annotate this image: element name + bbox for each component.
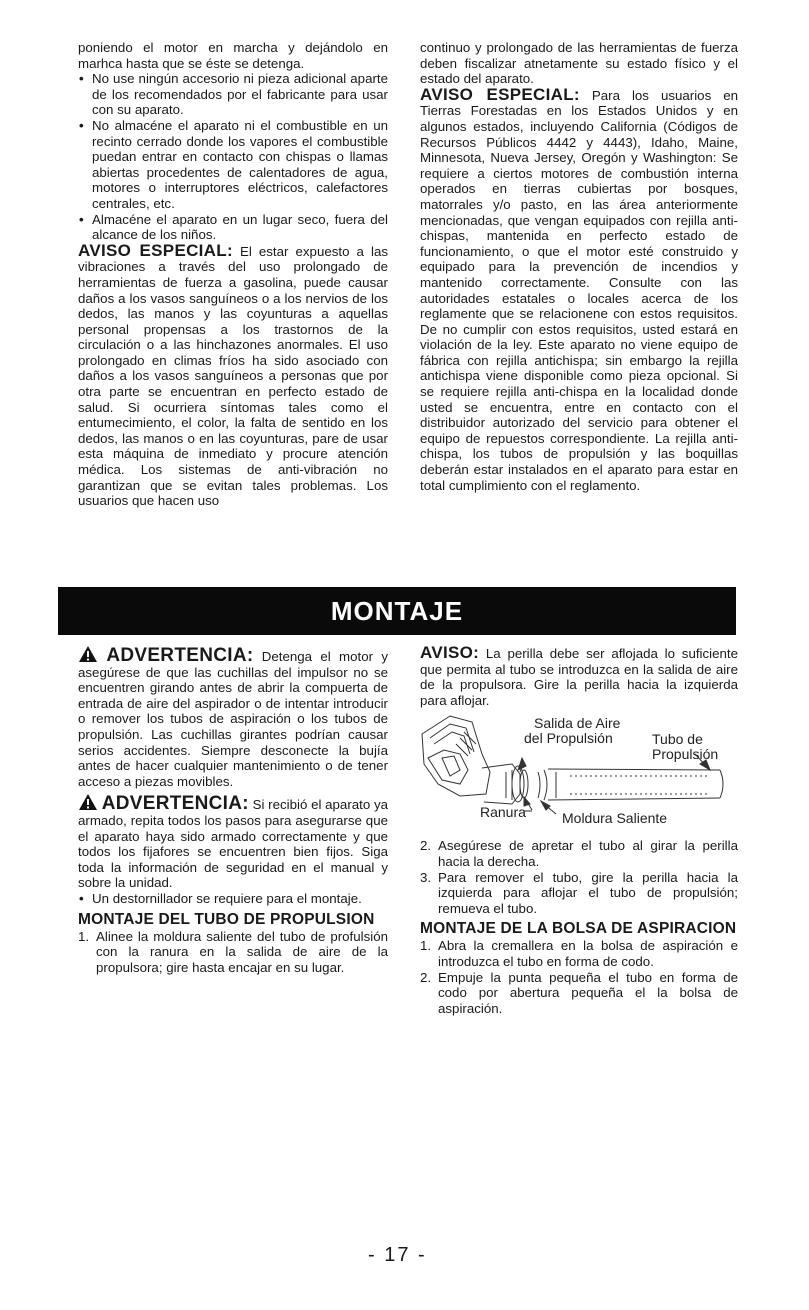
outlet-label-line2: del Propulsión — [524, 730, 613, 747]
vibration-notice — [78, 240, 388, 509]
bottom-left-column — [78, 645, 388, 975]
step-number: 1. — [420, 938, 432, 954]
assembly-steps — [78, 929, 388, 976]
warning-label: ADVERTENCIA: — [106, 645, 254, 666]
step-text: Alinee la moldura saliente del tubo de profulsión con la ranura en la salida de aire de la propulsora; gire hasta encajar en su lugar. — [96, 928, 388, 975]
list-item — [420, 938, 738, 969]
continued-paragraph: continuo y prolongado de las herramientas de fuerza deben fiscalizar atnetamente su estado físico y el estado del aparato. — [420, 40, 738, 87]
list-item: • Almacéne el aparato en un lugar seco, fuera del alcance de los niños. — [92, 212, 388, 243]
notice-paragraph — [420, 645, 738, 708]
list-item — [420, 869, 738, 917]
section-banner: MONTAJE — [58, 587, 736, 635]
warning-paragraph — [78, 793, 388, 891]
step-number: 3. — [420, 869, 432, 885]
special-notice-text: Para los usuarios en Tierras Forestadas en los Estados Unidos y en algunos estados, incluyendo California (Códigos de Recursos Públicos 4442 y 4443), Idaho, Maine, Minnesota, Nueva Jersey, Oregón y Washington: Se requiere a ciertos motores de combustión interna operados en tierras cubiertas por bosques, matorrales y/o pasto, en las área anteriormente mencionadas, que vengan equipados con rejilla anti-chispas, mantenida en perfecto estado de funcionamiento, o que el motor esté construido y equipado para la prevención de incendios y mantenido correctamente. Consulte con las autoridades estatales o locales acerca de los reglamente que se relacionene con estos requisitos. De no cumplir con estos requisitos, usted estará en violación de la ley. Este aparato no viene equipo de fábrica con rejilla antichispa; sin embargo la rejilla antichispa viene disponible como pieza opcional. Si se requiere rejilla anti-chispa en la localidad donde usted se encuentra, entre en contacto con el distribuidor autorizado del servicio para obtener el equipo de repuestos correspondiente. La rejilla anti-chispa, los tubos de propulsión y las boquillas deberán estar instalados en el aparato para estar en total cumplimiento con el reglamento. — [420, 87, 739, 493]
step-text: Para remover el tubo, gire la perilla hacia la izquierda para aflojar el tubo de propulsión; remueva el tubo. — [438, 869, 738, 916]
safety-bullet-list — [78, 71, 388, 243]
outlet-label-line1: Salida de Aire — [534, 715, 621, 732]
step-number: 2. — [420, 838, 432, 854]
tube-steps — [420, 838, 738, 916]
tube-assembly-diagram — [420, 714, 738, 834]
list-item: • No almacéne el aparato ni el combustible en un recinto cerrado donde los vapores el combustible puedan entrar en contacto con chispas o llamas abiertas procedentes de calentadores de agua, motores o interruptores eléctricos, calefactores centrales, etc. — [92, 118, 388, 212]
ridge-label: Moldura Saliente — [562, 810, 668, 827]
tool-bullet-list — [78, 891, 388, 907]
list-item: • No use ningún accesorio ni pieza adicional aparte de los recomendados por el fabricante para usar con su aparato. — [92, 71, 388, 118]
warning-text: Si recibió el aparato ya armado, repita todos los pasos para asegurarse que el aparato haya sido armado correctamente y que todos los fijafores se encuentren bien fijos. Siga toda la información de seguridad en el manual y sobre la unidad. — [78, 797, 389, 891]
step-text: Empuje la punta pequeña el tubo en forma de codo por abertura pequeña el la bolsa de aspiración. — [438, 969, 738, 1016]
step-text: Abra la cremallera en la bolsa de aspiración e introduzca el tubo en forma de codo. — [438, 938, 738, 969]
bottom-right-column — [420, 645, 738, 1016]
list-item — [78, 928, 388, 976]
special-notice-label: AVISO ESPECIAL: — [420, 84, 580, 104]
top-right-column — [420, 40, 738, 493]
tube-label-line2: Propulsión — [652, 746, 719, 763]
warning-paragraph — [78, 645, 388, 789]
step-text: Asegúrese de apretar el tubo al girar la perilla hacia la derecha. — [438, 838, 738, 869]
list-item: • Un destornillador se requiere para el montaje. — [92, 891, 388, 907]
list-item — [420, 969, 738, 1017]
warning-text: Detenga el motor y asegúrese de que las cuchillas del impulsor no se encuentren girando antes de abrir la compuerta de entrada de aire del aspirador o de intentar introducir o remover los tubos de aspiración o los tubos de propulsión. Las cuchillas girantes podrían causar serios accidentes. Siempre desconecte la bujía antes de hacer cualquier mantenimiento o de tener acceso a piezas movibles. — [78, 649, 388, 789]
notice-text: La perilla debe ser aflojada lo suficiente que permita al tubo se introduzca en la salida de aire de la propulsora. Gire la perilla hacia la izquierda para aflojar. — [420, 646, 738, 708]
section-heading: MONTAJE DE LA BOLSA DE ASPIRACION — [420, 920, 737, 938]
special-notice-label: AVISO ESPECIAL: — [78, 240, 233, 260]
slot-label: Ranura — [480, 804, 526, 821]
notice-label: AVISO: — [420, 643, 480, 662]
list-item — [420, 838, 738, 869]
continued-paragraph: poniendo el motor en marcha y dejándolo en marhca hasta que se éste se detenga. — [78, 40, 388, 71]
special-notice-text: El estar expuesto a las vibraciones a través del uso prolongado de herramientas de fuerza a gasolina, puede causar daños a los vasos sanguíneos o a los nervios de los dedos, las manos y las coyunturas a aquellas personal propensas a los trastornos de la circulación o a las hinchazones anormales. El uso prolongado en climas fríos ha sido asociado con daños a los vasos sanguíneos a personas que por otra parte se encuentran en perfecto estado de salud. Si ocurriera síntomas tales como el entumecimiento, el color, la falta de sentido en los dedos, las manos o en las coyunturas, pare de usar esta máquina de inmediato y procure atención médica. Los sistemas de anti-vibración no garantizan que se evitan tales problemas. Los usuarios que hacen uso — [78, 243, 388, 509]
spark-arrestor-notice — [420, 84, 739, 493]
step-number: 1. — [78, 928, 90, 944]
page-number: - 17 - — [368, 1244, 427, 1266]
warning-triangle-icon — [78, 645, 98, 663]
section-heading: MONTAJE DEL TUBO DE PROPULSION — [78, 910, 375, 928]
bag-steps — [420, 938, 738, 1016]
step-number: 2. — [420, 969, 432, 985]
warning-label: ADVERTENCIA: — [101, 793, 249, 815]
top-left-column — [78, 40, 388, 509]
tube-label-line1: Tubo de — [652, 731, 703, 748]
warning-triangle-icon — [78, 793, 98, 811]
